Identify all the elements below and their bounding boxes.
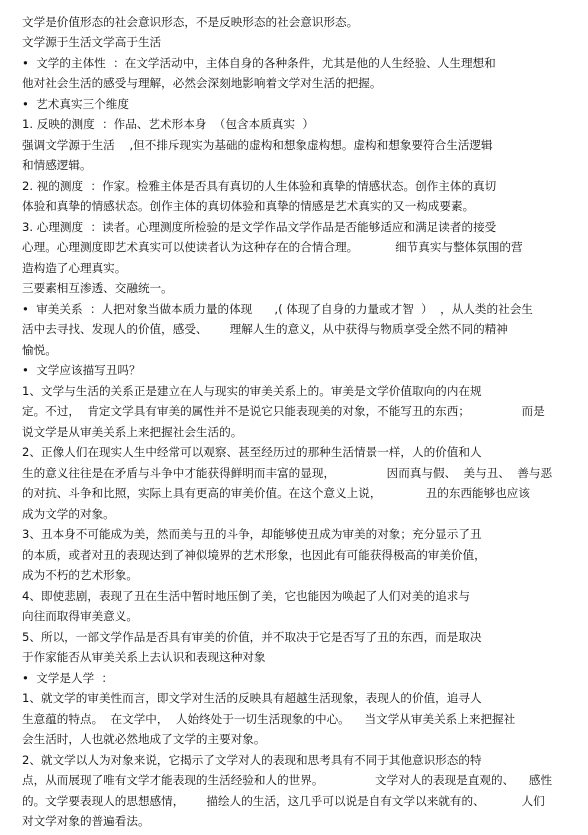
text-line: 的本质，或者对丑的表现达到了神似境界的艺术形象，也因此有可能获得极高的审美价值， <box>22 548 486 562</box>
text-line: 2、正像人们在现实人生中经常可以观察、甚至经历过的那种生活情景一样，人的价值和人 <box>22 445 482 459</box>
text-line: 3、丑本身不可能成为美，然而美与丑的斗争，却能够使丑成为审美的对象；充分显示了丑 <box>22 527 482 541</box>
text-line: • 文学的主体性 ：在文学活动中，主体自身的各种条件，尤其是他的人生经验、人生理想和 <box>22 56 496 70</box>
text-line: 体验和真挚的情感状态。创作主体的真切体验和真挚的情感是艺术真实的又一构成要素。 <box>22 199 475 213</box>
text-line: 说文学是从审美关系上来把握社会生活的。 <box>22 425 243 439</box>
text-line: 2. 视的测度 ：作家。检雅主体是否具有真切的人生体验和真挚的情感状态。创作主体的真切 <box>22 179 497 193</box>
text-line: 和情感逻辑。 <box>22 158 92 172</box>
text-line: 向往而取得审美意义。 <box>22 609 138 623</box>
text-line: 1、文学与生活的关系正是建立在人与现实的审美关系上的。审美是文学价值取向的内在规 <box>22 384 482 398</box>
text-line: 于作家能否从审美关系上去认识和表现这种对象 <box>22 650 266 664</box>
text-line: 1. 反映的测度 ：作品、艺术形本身 （包含本质真实 ） <box>22 117 314 131</box>
text-line: 他对社会生活的感受与理解，必然会深刻地影响着文学对生活的把握。 <box>22 76 382 90</box>
text-line: 心理。心理测度即艺术真实可以使读者认为这种存在的合情合理。 细节真实与整体氛围的营 <box>22 240 523 254</box>
text-line: • 文学是人学 ： <box>22 671 114 685</box>
text-line: • 艺术真实三个维度 <box>22 97 129 111</box>
text-line: 1、就文学的审美性而言，即文学对生活的反映具有超越生活现象，表现人的价值，追寻人 <box>22 691 482 705</box>
text-line: 造构造了心理真实。 <box>22 261 127 275</box>
text-line: 3. 心理测度 ：读者。心理测度所检验的是文学作品文学作品是否能够适应和满足读者的接受 <box>22 220 497 234</box>
text-line: 的对抗、斗争和比照，实际上具有更高的审美价值。在这个意义上说， 丑的东西能够也应该 <box>22 486 530 500</box>
text-line: 对文学对象的普遍看法。 <box>22 814 150 828</box>
text-line: 文学源于生活文学高于生活 <box>22 35 162 49</box>
text-line: 愉悦。 <box>22 343 57 357</box>
text-line: 活中去寻找、发现人的价值，感受、 理解人生的意义，从中获得与物质享受全然不同的精神 <box>22 322 508 336</box>
text-line: 文学是价值形态的社会意识形态，不是反映形态的社会意识形态。 <box>22 15 359 29</box>
text-line: 生的意义往往是在矛盾与斗争中才能获得鲜明而丰富的显现， 因而真与假、 美与丑、 善与恶 <box>22 466 553 480</box>
text-line: 成为文学的对象。 <box>22 507 115 521</box>
text-line: 生意蕴的特点。 在文学中， 人始终处于一切生活现象的中心。 当文学从审美关系上来把握社 <box>22 712 516 726</box>
text-line: 点，从而展现了唯有文学才能表现的生活经验和人的世界。 文学对人的表现是直观的、 感性 <box>22 773 553 787</box>
text-line: 的。文学要表现人的思想感情， 描绘人的生活，这几乎可以说是自有文学以来就有的、 人们 <box>22 794 545 808</box>
text-line: 强调文学源于生活 ,但不排斥现实为基础的虚构和想象虚构想。虚构和想象要符合生活逻辑 <box>22 138 493 152</box>
text-line: 会生活时，人也就必然地成了文学的主要对象。 <box>22 732 266 746</box>
text-line: • 审美关系 ：人把对象当做本质力量的体现 ,( 体现了自身的力量或才智 ） ，从人类的社会生 <box>22 302 533 316</box>
text-line: 定。不过， 肯定文学具有审美的属性并不是说它只能表现美的对象，不能写丑的东西； 而是 <box>22 404 545 418</box>
text-line: 三要素相互渗透、交融统一。 <box>22 281 173 295</box>
text-line: • 文学应该描写丑吗？ <box>22 363 141 377</box>
text-line: 5、所以，一部文学作品是否具有审美的价值，并不取决于它是否写了丑的东西，而是取决 <box>22 630 482 644</box>
text-line: 2、就文学以人为对象来说，它揭示了文学对人的表现和思考具有不同于其他意识形态的特 <box>22 753 482 767</box>
text-line: 4、即使悲剧，表现了丑在生活中暂时地压倒了美，它也能因为唤起了人们对美的追求与 <box>22 589 470 603</box>
text-line: 成为不朽的艺术形象。 <box>22 568 138 582</box>
